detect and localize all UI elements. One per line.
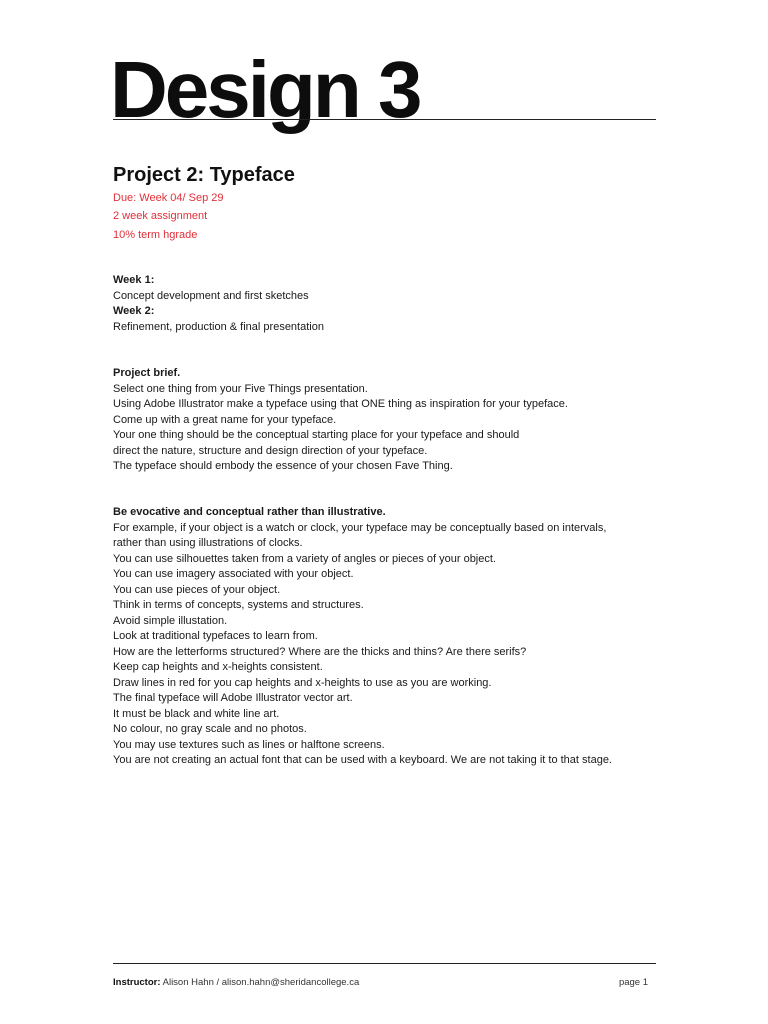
evocative-line: Draw lines in red for you cap heights and x-heights to use as you are working.	[113, 676, 492, 689]
evocative-line: The final typeface will Adobe Illustrator vector art.	[113, 692, 353, 704]
instructor-label: Instructor:	[113, 977, 161, 988]
evocative-heading: Be evocative and conceptual rather than illustrative.	[113, 506, 386, 518]
evocative-line: You may use textures such as lines or halftone screens.	[113, 738, 385, 751]
brief-line: The typeface should embody the essence of your chosen Fave Thing.	[113, 460, 453, 472]
grade-weight: 10% term hgrade	[113, 228, 198, 241]
brief-line: direct the nature, structure and design direction of your typeface.	[113, 444, 428, 457]
course-title: Design 3	[110, 45, 420, 134]
evocative-line: Avoid simple illustation.	[113, 614, 228, 627]
instructor-info: Alison Hahn / alison.hahn@sheridancollege.ca	[162, 977, 360, 988]
brief-line: Your one thing should be the conceptual starting place for your typeface and should	[113, 429, 520, 441]
evocative-line: Keep cap heights and x-heights consistent.	[113, 661, 323, 673]
schedule-section	[113, 273, 673, 335]
evocative-line: It must be black and white line art.	[113, 707, 280, 720]
brief-heading: Project brief.	[113, 367, 181, 379]
project-brief-section	[113, 366, 673, 475]
title-divider	[113, 119, 656, 120]
evocative-line: For example, if your object is a watch or clock, your typeface may be conceptually based on intervals,	[113, 521, 607, 534]
evocative-line: You are not creating an actual font that can be used with a keyboard. We are not taking it to that stage.	[113, 754, 612, 766]
evocative-line: You can use silhouettes taken from a variety of angles or pieces of your object.	[113, 552, 496, 565]
evocative-line: rather than using illustrations of clocks.	[113, 537, 303, 549]
week2-text: Refinement, production & final presentation	[113, 320, 324, 333]
evocative-line: Look at traditional typefaces to learn from.	[113, 630, 318, 642]
evocative-line: You can use imagery associated with your object.	[113, 568, 354, 580]
page-number: page 1	[618, 977, 648, 988]
week1-label: Week 1:	[113, 274, 155, 286]
evocative-line: You can use pieces of your object.	[113, 583, 281, 596]
brief-line: Select one thing from your Five Things presentation.	[113, 382, 368, 395]
evocative-line: How are the letterforms structured? Where are the thicks and thins? Are there serifs?	[113, 645, 527, 658]
footer	[113, 977, 648, 989]
evocative-line: Think in terms of concepts, systems and structures.	[113, 599, 364, 611]
brief-line: Come up with a great name for your typeface.	[113, 413, 337, 426]
brief-line: Using Adobe Illustrator make a typeface using that ONE thing as inspiration for your typeface.	[113, 398, 568, 410]
week1-text: Concept development and first sketches	[113, 289, 309, 302]
footer-divider	[113, 963, 656, 964]
week2-label: Week 2:	[113, 305, 155, 317]
assignment-length: 2 week assignment	[113, 210, 208, 223]
evocative-section	[113, 505, 673, 769]
project-details	[113, 189, 223, 244]
project-title: Project 2: Typeface	[113, 164, 295, 186]
evocative-line: No colour, no gray scale and no photos.	[113, 723, 307, 735]
due-date: Due: Week 04/ Sep 29	[113, 192, 224, 204]
